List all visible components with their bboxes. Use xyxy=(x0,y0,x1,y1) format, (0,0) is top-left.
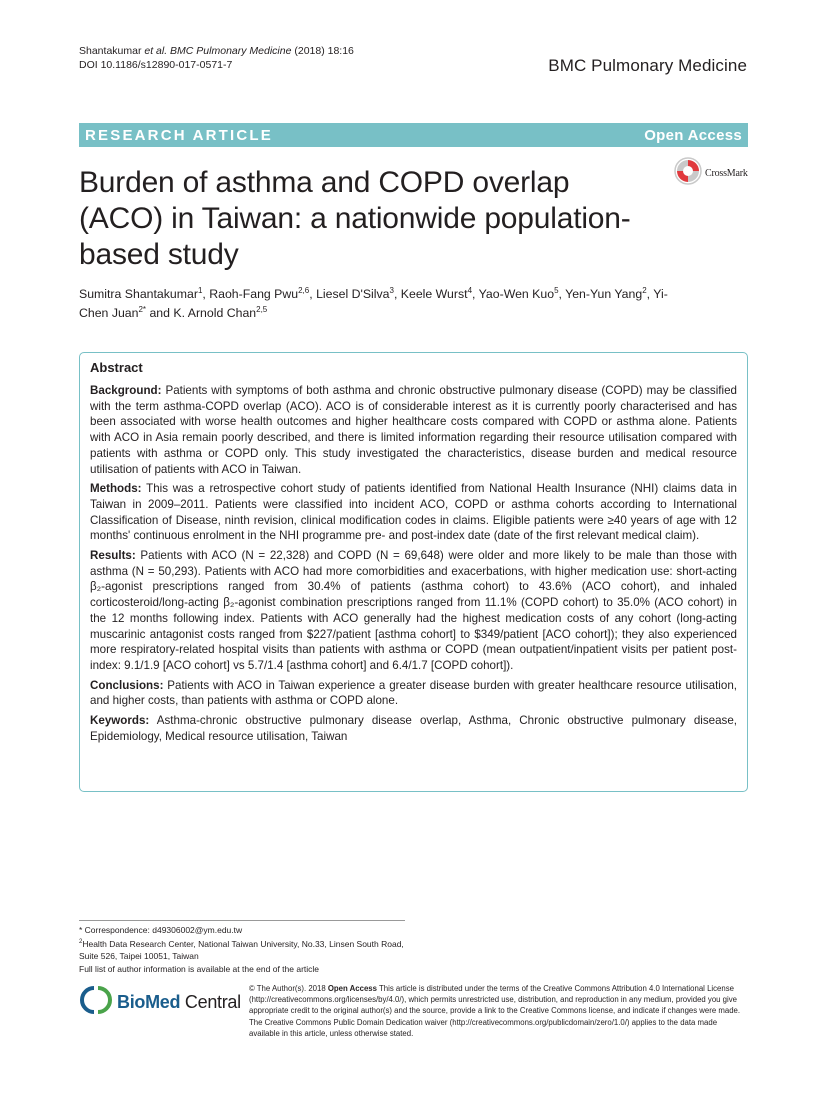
abstract-section xyxy=(90,548,737,674)
affiliation-text: Health Data Research Center, National Taiwan University, No.33, Linsen South Road, Suite 526, Taipei 10051, Taiwan xyxy=(79,939,404,962)
author-affiliation-sup: 5 xyxy=(554,285,559,295)
abstract-section-text: Patients with ACO in Taiwan experience a greater disease burden with greater healthcare resource utilisation, and higher costs, than patients with asthma or COPD alone. xyxy=(90,678,737,708)
author-name-text: Yao-Wen Kuo xyxy=(478,287,555,301)
running-header xyxy=(79,44,354,72)
author-name[interactable] xyxy=(209,287,309,301)
license-open-access: Open Access xyxy=(327,984,377,993)
crossmark-badge[interactable] xyxy=(674,157,748,190)
author-name[interactable] xyxy=(173,306,267,320)
author-affiliation-sup: 4 xyxy=(467,285,473,295)
affiliation-note xyxy=(79,936,409,962)
author-affiliation-sup: 2* xyxy=(138,304,147,314)
license-text xyxy=(249,983,749,1039)
abstract-section xyxy=(90,383,737,477)
abstract-section xyxy=(90,713,737,744)
abstract-section-label: Conclusions: xyxy=(90,678,164,692)
author-name-text: K. Arnold Chan xyxy=(173,306,257,320)
author-affiliation-sup: 2,6 xyxy=(298,285,310,295)
doi[interactable]: DOI 10.1186/s12890-017-0571-7 xyxy=(79,59,233,71)
journal-name: BMC Pulmonary Medicine xyxy=(548,56,747,75)
author-name-text: Yi-Chen Juan xyxy=(79,287,668,320)
correspondence: * Correspondence: d49306002@ym.edu.tw xyxy=(79,925,243,935)
biomed-central-logo-icon xyxy=(79,985,113,1020)
author-list: Sumitra Shantakumar$^1$, Raoh-Fang Pwu$^{2,6}$, Liesel D'Silva$^3$, Keele Wurst$^4$, Yao-Wen Kuo$^5$, Yen-Yun Yang$^2$, Yi-Chen Juan$^{2*}$ and K. Arnold Chan$^{2,5}$ xyxy=(79,285,668,320)
author-affiliation-sup: 2 xyxy=(642,285,647,295)
logo-regular: Central xyxy=(180,992,241,1012)
author-name-text: Yen-Yun Yang xyxy=(565,287,643,301)
author-name[interactable] xyxy=(565,287,647,301)
author-name-text: Liesel D'Silva xyxy=(316,287,390,301)
article-title: Burden of asthma and COPD overlap (ACO) in Taiwan: a nationwide population-based study xyxy=(79,166,631,271)
footnote-divider xyxy=(79,920,405,921)
footnotes xyxy=(79,924,409,975)
abstract-section xyxy=(90,678,737,709)
author-name-text: Keele Wurst xyxy=(400,287,468,301)
license-prefix: © The Author(s). 2018 xyxy=(249,984,328,993)
biomed-central-wordmark xyxy=(117,992,241,1013)
author-name[interactable] xyxy=(79,287,202,301)
citation-line xyxy=(79,44,354,58)
citation-journal: et al. BMC Pulmonary Medicine xyxy=(144,45,292,57)
abstract-box xyxy=(79,352,748,792)
abstract-heading: Abstract xyxy=(90,360,143,375)
abstract-section-label: Results: xyxy=(90,549,136,563)
crossmark-label: CrossMark xyxy=(705,168,748,179)
citation-author: Shantakumar xyxy=(79,45,145,57)
article-type-label: RESEARCH ARTICLE xyxy=(85,126,273,144)
license-body: This article is distributed under the terms of the Creative Commons Attribution 4.0 International License (http://creativecommons.org/licenses/by/4.0/), which permits unrestricted use, distribution, and reproduction in any medium, provided you give appropriate credit to the original author(s) and the source, provide a link to the Creative Commons license, and indicate if changes were made. The Creative Commons Public Domain Dedication waiver (http://creativecommons.org/publicdomain/zero/1.0/) applies to the data made available in this article, unless otherwise stated. xyxy=(249,984,741,1038)
author-name[interactable] xyxy=(316,287,394,301)
abstract-section-text: Patients with ACO (N = 22,328) and COPD (N = 69,648) were older and more likely to be male than those with asthma (N = 50,293). Patients with ACO had more comorbidities and exacerbations, with higher medication use: short-acting β₂-agonist prescriptions ranged from 30.4% of patients (asthma cohort) to 43.6% (ACO cohort), and inhaled corticosteroid/long-acting β₂-agonist combination prescriptions ranged from 11.1% (COPD cohort) to 35.0% (ACO cohort) in the 12 months following index. Patients with ACO generally had the highest medication costs of any cohort (long-acting muscarinic antagonist costs ranged from $227/patient [asthma cohort] to $349/patient [ACO cohort]); they also experienced more respiratory-related hospital visits than patients with asthma or COPD (mean outpatient/inpatient visits per patient post-index: 9.1/1.9 [ACO cohort] vs 5.7/1.4 [asthma cohort] and 6.4/1.7 [COPD cohort]). xyxy=(90,549,737,672)
logo-bold: BioMed xyxy=(117,992,181,1012)
open-access-label: Open Access xyxy=(644,126,742,144)
author-affiliation-sup: 1 xyxy=(197,285,203,295)
crossmark-icon xyxy=(674,157,702,190)
abstract-section-text: This was a retrospective cohort study of patients identified from National Health Insurance (NHI) claims data in Taiwan in 2009–2011. Patients were classified into incident ACO, COPD or asthma cohorts according to International Classification of Disease, ninth revision, clinical modification codes in claims. Eligible patients were ≥40 years of age with 12 months' continuous enrolment in the NHI programme pre- and post-index date (date of the first relevant medical claim). xyxy=(90,482,737,543)
author-affiliation-sup: 2,5 xyxy=(256,304,268,314)
author-name[interactable] xyxy=(401,287,472,301)
abstract-section-text: Asthma-chronic obstructive pulmonary disease overlap, Asthma, Chronic obstructive pulmonary disease, Epidemiology, Medical resource utilisation, Taiwan xyxy=(90,714,737,743)
author-info-note: Full list of author information is available at the end of the article xyxy=(79,963,320,974)
author-name-text: Raoh-Fang Pwu xyxy=(209,287,299,301)
article-type-banner xyxy=(79,123,748,147)
abstract-section-text: Patients with symptoms of both asthma and chronic obstructive pulmonary disease (COPD) may be classified with the term asthma-COPD overlap (ACO). ACO is of considerable interest as it is currently poorly characterised and has been associated with worse health outcomes and higher healthcare costs compared with COPD or asthma alone. Patients with ACO in Asia remain poorly described, and there is limited information regarding their resource utilisation compared with patients with asthma or COPD only. This study investigated the characteristics, disease burden and medical resource utilisation of patients with ACO in Taiwan. xyxy=(90,384,737,476)
author-name[interactable] xyxy=(479,287,559,301)
abstract-section-label: Keywords: xyxy=(90,714,150,728)
author-name-text: Sumitra Shantakumar xyxy=(79,287,198,301)
biomed-central-logo xyxy=(79,985,241,1020)
abstract-section xyxy=(90,481,737,544)
citation-volume: (2018) 18:16 xyxy=(291,45,354,57)
abstract-section-label: Methods: xyxy=(90,482,142,496)
abstract-sections xyxy=(90,383,737,744)
author-affiliation-sup: 3 xyxy=(389,285,394,295)
abstract-section-label: Background: xyxy=(90,384,162,397)
affiliation-sup: 2 xyxy=(79,939,83,946)
